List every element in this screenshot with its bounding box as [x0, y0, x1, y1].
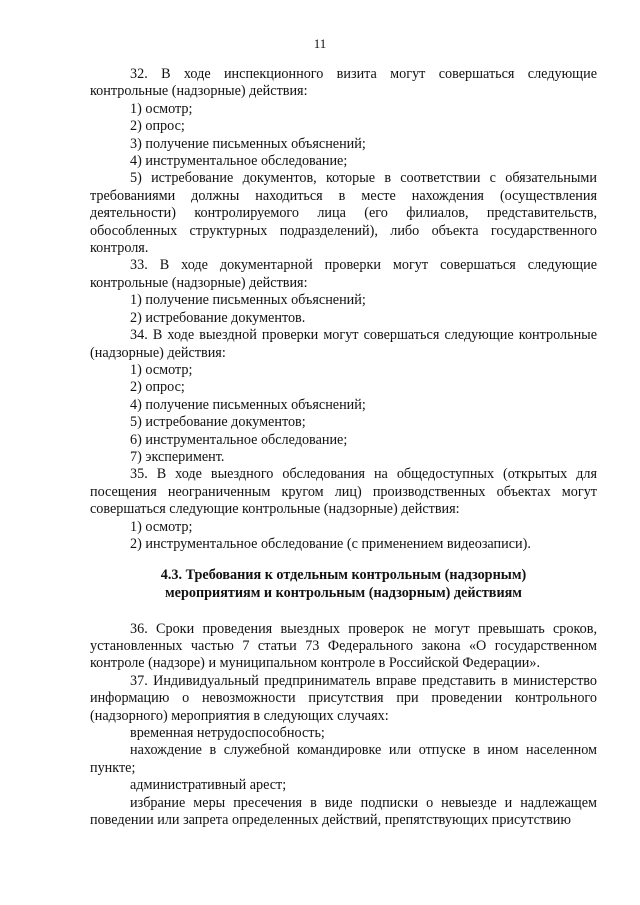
page-number: 11 [313, 36, 327, 51]
paragraph-34: 34. В ходе выездной проверки могут совершаться следующие контрольные (надзорные) действия: [90, 327, 597, 361]
case-item: избрание меры пресечения в виде подписки о невыезде и надлежащем поведении или запрета определенных действий, препятствующих присутствию [90, 794, 597, 829]
paragraph-37: 37. Индивидуальный предприниматель вправе представить в министерство информацию о невозможности присутствия при проведении контрольного (надзорного) мероприятия в следующих случаях: [90, 672, 597, 724]
list-item: 5) истребование документов, которые в соответствии с обязательными требованиями должны находиться в месте нахождения (осуществления деятельности) контролируемого лица (его филиалов, представительств, обособленных структурных подразделений), либо объекта государственного контроля. [90, 170, 597, 257]
list-item: 2) опрос; [130, 118, 185, 135]
list-item: 5) истребование документов; [130, 414, 306, 431]
paragraph-36: 36. Сроки проведения выездных проверок не могут превышать сроков, установленных частью 7 статьи 73 Федерального закона «О государственном контроле (надзоре) и муниципальном контроле в Российской Федерации». [90, 620, 597, 672]
list-item: 1) осмотр; [130, 518, 193, 535]
section-heading-line: 4.3. Требования к отдельным контрольным (надзорным) [160, 567, 527, 584]
case-item: административный арест; [130, 777, 287, 794]
list-item: 1) осмотр; [130, 361, 193, 378]
paragraph-33: 33. В ходе документарной проверки могут совершаться следующие контрольные (надзорные) действия: [90, 257, 597, 291]
case-item: временная нетрудоспособность; [130, 725, 325, 741]
paragraph-32: 32. В ходе инспекционного визита могут совершаться следующие контрольные (надзорные) действия: [90, 66, 597, 100]
list-item: 7) эксперимент. [130, 448, 225, 465]
list-item: 2) истребование документов. [130, 309, 306, 326]
section-heading-line: мероприятиям и контрольным (надзорным) действиям [165, 584, 522, 601]
list-item: 3) получение письменных объяснений; [130, 135, 366, 152]
paragraph-35: 35. В ходе выездного обследования на общедоступных (открытых для посещения неограниченным кругом лиц) производственных объектах могут совершаться следующие контрольные (надзорные) действия: [90, 466, 597, 518]
list-item: 4) получение письменных объяснений; [130, 396, 366, 413]
list-item: 6) инструментальное обследование; [130, 431, 348, 448]
document-body [90, 66, 597, 829]
list-item: 4) инструментальное обследование; [130, 153, 348, 170]
section-heading [90, 567, 597, 602]
list-item: 1) получение письменных объяснений; [130, 292, 366, 309]
list-item: 2) инструментальное обследование (с применением видеозаписи). [130, 535, 531, 552]
case-item: нахождение в служебной командировке или отпуске в ином населенном пункте; [90, 742, 597, 776]
list-item: 2) опрос; [130, 379, 185, 396]
list-item: 1) осмотр; [130, 100, 193, 117]
